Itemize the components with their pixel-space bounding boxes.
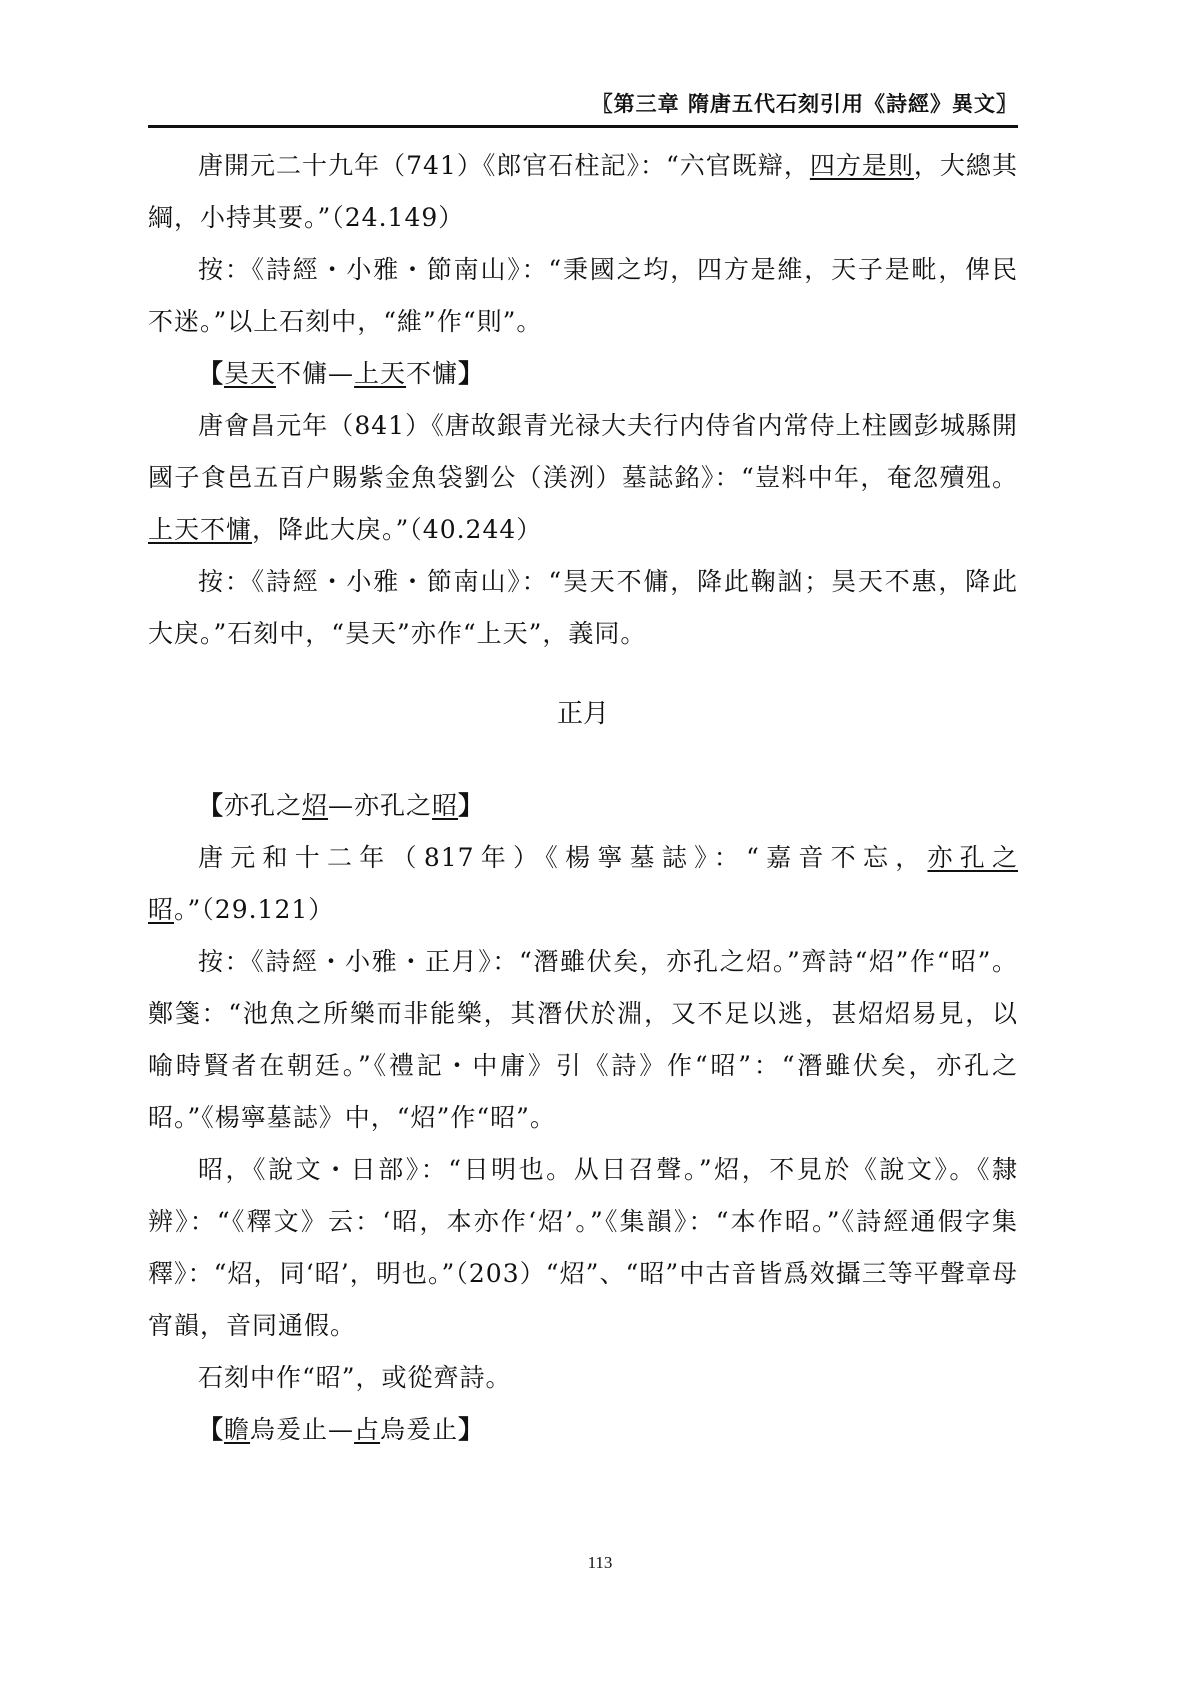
text-run: 唐元和十二年（817年）《楊寧墓誌》：“嘉音不忘， (198, 843, 928, 872)
text-run: 。”（29.121） (174, 895, 335, 924)
page-number: 113 (587, 1553, 613, 1572)
text-run: 烏爰止 (380, 1415, 459, 1444)
paragraph-note-1: 按：《詩經・小雅・節南山》：“秉國之均，四方是維，天子是毗，俾民不迷。”以上石刻中，“維”作“則”。 (148, 255, 1018, 336)
bracket-open: 【 (198, 791, 225, 820)
text-run: 不慵 (406, 359, 459, 388)
underlined-term: 昭 (432, 791, 459, 820)
bracket-close: 】 (458, 359, 485, 388)
bracket-close: 】 (458, 791, 485, 820)
text-run: 烏爰止— (250, 1415, 355, 1444)
text-run: ，降此大戾。”（40.244） (252, 515, 543, 544)
underlined-term: 昊天 (224, 359, 277, 388)
text-run: 唐會昌元年（841）《唐故銀青光禄大夫行内侍省内常侍上柱國彭城縣開國子食邑五百户賜紫金魚袋劉公（渼洌）墓誌銘》：“豈料中年，奄忽殰殂。 (148, 411, 1018, 492)
paragraph-note-2: 按：《詩經・小雅・節南山》：“昊天不傭，降此鞠訩；昊天不惠，降此大戾。”石刻中，“昊天”亦作“上天”，義同。 (148, 567, 1018, 648)
running-header: 〖第三章 隋唐五代石刻引用《詩經》異文〗 (591, 92, 1018, 116)
page-body (148, 140, 1018, 1456)
entry-heading-zhan (148, 1404, 1018, 1456)
bracket-open: 【 (198, 1415, 225, 1444)
text-run: —亦孔之 (328, 791, 433, 820)
text-run: 不傭— (276, 359, 355, 388)
paragraph-liugong (148, 400, 1018, 556)
header-rule (148, 125, 1018, 128)
underlined-term: 瞻 (224, 1415, 251, 1444)
bracket-open: 【 (198, 359, 225, 388)
underlined-term: 占 (354, 1415, 381, 1444)
paragraph-note-4: 昭，《說文・日部》：“日明也。从日召聲。”炤，不見於《說文》。《隸辨》：“《釋文》云：‘昭，本亦作‘炤’。”《集韻》：“本作昭。”《詩經通假字集釋》：“炤，同‘昭’，明也。”（203）“炤”、“昭”中古音皆爲效攝三等平聲章母宵韻，音同通假。 (148, 1155, 1018, 1340)
underlined-term: 炤 (302, 791, 329, 820)
paragraph-yangning (148, 832, 1018, 936)
underlined-quote: 四方是則 (809, 151, 914, 180)
paragraph-note-5: 石刻中作“昭”，或從齊詩。 (198, 1363, 512, 1392)
entry-heading-zhao (148, 780, 1018, 832)
text-run: ，大總其綱，小持其要。”（24.149） (148, 151, 1018, 232)
underlined-term: 上天 (354, 359, 407, 388)
text-run: 亦孔之 (224, 791, 303, 820)
bracket-close: 】 (458, 1415, 485, 1444)
paragraph-langguan (148, 140, 1018, 244)
underlined-quote: 亦孔之昭 (148, 843, 1018, 924)
paragraph-note-3: 按：《詩經・小雅・正月》：“潛雖伏矣，亦孔之炤。”齊詩“炤”作“昭”。鄭箋：“池魚之所樂而非能樂，其潛伏於淵，又不足以逃，甚炤炤易見，以喻時賢者在朝廷。”《禮記・中庸》引《詩》作“昭”：“潛雖伏矣，亦孔之昭。”《楊寧墓誌》中，“炤”作“昭”。 (148, 947, 1018, 1132)
underlined-quote: 上天不慵 (148, 515, 253, 544)
entry-heading-shangtian (148, 348, 1018, 400)
text-run: 唐開元二十九年（741）《郎官石柱記》：“六官既辯， (198, 151, 810, 180)
section-title: 正月 (556, 699, 609, 729)
